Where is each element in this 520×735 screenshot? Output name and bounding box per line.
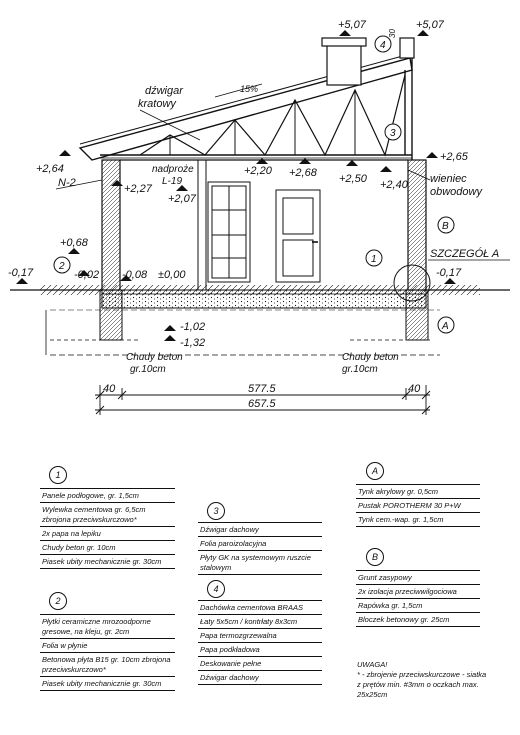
truss-label-1: dźwigar	[145, 85, 183, 97]
legend-b-row: Rapówka gr. 1,5cm	[356, 599, 480, 613]
walls	[102, 160, 426, 290]
truss-label-2: kratowy	[138, 98, 176, 110]
dim-middle: 577.5	[248, 383, 276, 395]
elevation-ceiling-5: +2,40	[380, 179, 408, 191]
legend-1-row: Panele podłogowe, gr. 1,5cm	[40, 488, 175, 503]
elevation-window-sill: +0,68	[60, 237, 88, 249]
legend-2-row: Betonowa płyta B15 gr. 10cm zbrojona przeciwskurczowo*	[40, 653, 175, 677]
lean-concrete-left-1: Chudy beton	[126, 352, 183, 363]
elevation-top-left: +5,07	[338, 19, 366, 31]
legend-1-row: 2x papa na lepiku	[40, 527, 175, 541]
legend-2	[40, 614, 175, 691]
elevation-top-right: +5,07	[416, 19, 444, 31]
legend-4-row: Deskowanie pełne	[198, 657, 322, 671]
elevation-ground-left: -0,17	[8, 267, 34, 279]
legend-a-row: Tynk cem.-wap. gr. 1,5cm	[356, 513, 480, 527]
roof	[80, 54, 412, 160]
legend-b-row: 2x izolacja przeciwwilgociowa	[356, 585, 480, 599]
legend-4-row: Papa podkładowa	[198, 643, 322, 657]
legend-2-row: Piasek ubity mechanicznie gr. 30cm	[40, 677, 175, 691]
legend-2-marker: 2	[49, 592, 67, 610]
legend-4-row: Dachówka cementowa BRAAS	[198, 600, 322, 615]
detail-label: SZCZEGÓŁ A	[430, 248, 500, 260]
elevation-foundation-1: -1,02	[180, 321, 206, 333]
lintel-label-2: L-19	[162, 176, 183, 187]
n2-label: N-2	[58, 177, 76, 189]
marker-3: 3	[390, 128, 396, 139]
marker-2: 2	[59, 261, 65, 272]
elevation-ceiling-4: +2,50	[339, 173, 367, 185]
legend-3-row: Dźwigar dachowy	[198, 522, 322, 537]
legend-1-row: Piasek ubity mechanicznie gr. 30cm	[40, 555, 175, 569]
marker-b: B	[442, 221, 449, 232]
window	[208, 182, 250, 282]
lean-concrete-left-2: gr.10cm	[130, 364, 166, 375]
elevation-foundation-2: -1,32	[180, 337, 206, 349]
dim-right: 40	[408, 383, 421, 395]
legend-4-row: Papa termozgrzewalna	[198, 629, 322, 643]
legend-a-row: Pustak POROTHERM 30 P+W	[356, 499, 480, 513]
legend-b-row: Grunt zasypowy	[356, 570, 480, 585]
dim-total: 657.5	[248, 398, 276, 410]
elevation-ceiling-1: +2,27	[124, 183, 152, 195]
marker-4: 4	[380, 40, 386, 51]
ring-beam-label-1: wieniec	[430, 173, 467, 185]
dimension-labels	[103, 383, 421, 410]
legend-2-row: Płytki ceramiczne mrozoodporne gresowe, na kleju, gr. 2cm	[40, 614, 175, 639]
lintel-label-1: nadproże	[152, 164, 194, 175]
legend-1-marker: 1	[49, 466, 67, 484]
legend-4-marker: 4	[207, 580, 225, 598]
legend-1-row: Wylewka cementowa gr. 6,5cm zbrojona przeciwskurczowo*	[40, 503, 175, 527]
elevation-ceiling-2: +2,20	[244, 165, 272, 177]
elevation-floor-low: -0,08	[122, 269, 148, 281]
note	[357, 660, 487, 700]
door	[276, 190, 320, 282]
note-text: * - zbrojenie przeciwskurczowe - siatka z prętów min. #3mm o oczkach max. 25x25cm	[357, 670, 487, 699]
legend-4-row: Łaty 5x5cm / kontrłaty 8x3cm	[198, 615, 322, 629]
dim-left: 40	[103, 383, 116, 395]
marker-1: 1	[371, 254, 377, 265]
legend-b-marker: B	[366, 548, 384, 566]
legend-4	[198, 600, 322, 685]
note-title: UWAGA!	[357, 660, 388, 669]
legend-3-row: Płyty GK na systemowym ruszcie stalowym	[198, 551, 322, 575]
legend-3-marker: 3	[207, 502, 225, 520]
elevation-ceiling-3: +2,68	[289, 167, 317, 179]
legend-1	[40, 488, 175, 569]
floor-layers	[10, 285, 510, 355]
lean-concrete-right-2: gr.10cm	[342, 364, 378, 375]
marker-a: A	[442, 321, 449, 332]
elevation-ground-right: -0,17	[436, 267, 462, 279]
legend-a-marker: A	[366, 462, 384, 480]
legend-3	[198, 522, 322, 575]
elevation-wall-right: +2,65	[440, 151, 468, 163]
elevation-lintel-top: +2,07	[168, 193, 196, 205]
legend-a-row: Tynk akrylowy gr. 0,5cm	[356, 484, 480, 499]
legend-1-row: Chudy beton gr. 10cm	[40, 541, 175, 555]
legend-3-row: Folia paroizolacyjna	[198, 537, 322, 551]
legend-b	[356, 570, 480, 627]
slope-label: 15%	[240, 84, 259, 94]
elevation-terrace: -0,02	[74, 269, 100, 281]
ring-beam-label-2: obwodowy	[430, 186, 482, 198]
dim-30-label: 30	[388, 29, 397, 38]
lean-concrete-right-1: Chudy beton	[342, 352, 399, 363]
elevation-floor-zero: ±0,00	[158, 269, 186, 281]
legend-b-row: Bloczek betonowy gr. 25cm	[356, 613, 480, 627]
legend-4-row: Dźwigar dachowy	[198, 671, 322, 685]
legend-a	[356, 484, 480, 527]
elevation-eave-left: +2,64	[36, 163, 64, 175]
legend-2-row: Folia w płynie	[40, 639, 175, 653]
